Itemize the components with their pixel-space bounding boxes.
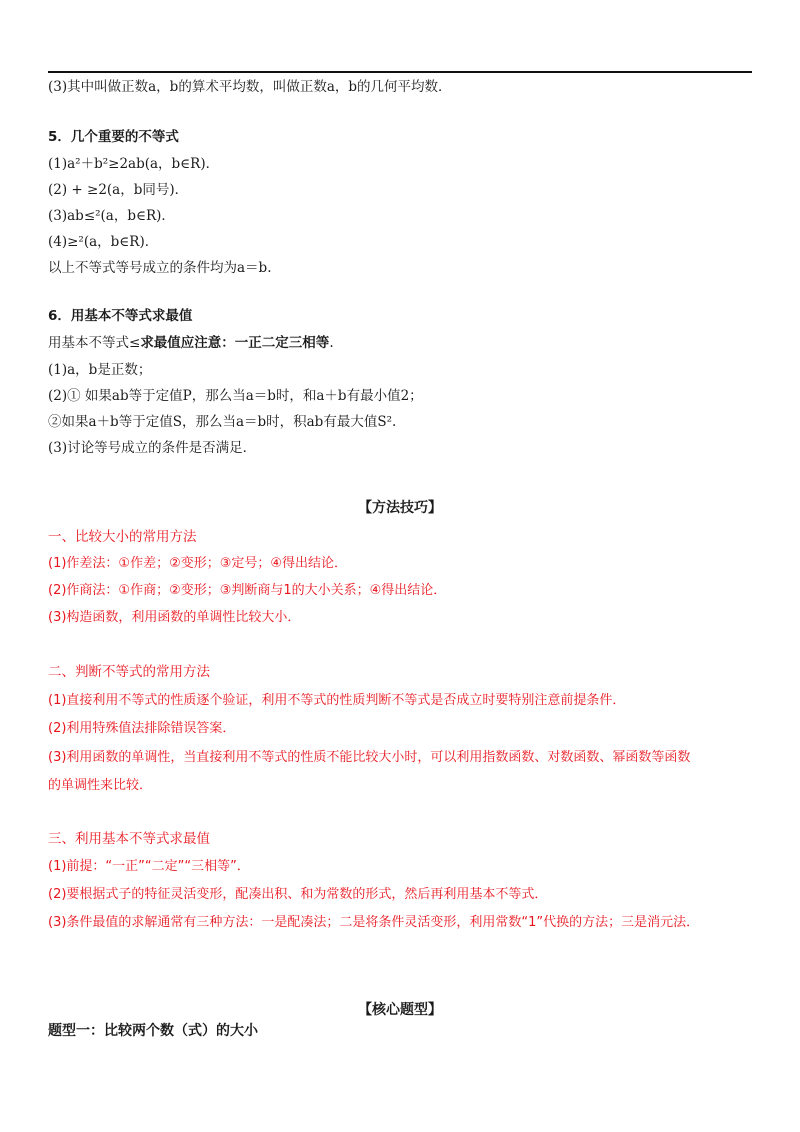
text-line: ②如果a＋b等于定值S，那么当a＝b时，积ab有最大值S². (48, 414, 397, 430)
text-line: (1)a，b是正数； (48, 362, 152, 378)
question-type-title: 题型一：比较两个数（式）的大小 (48, 1023, 258, 1039)
text-line (48, 333, 758, 353)
methods-heading: 【方法技巧】 (358, 500, 442, 516)
section-6-title: 6．用基本不等式求最值 (48, 308, 193, 324)
header-rule (48, 71, 752, 73)
method-line: (3)利用函数的单调性，当直接利用不等式的性质不能比较大小时，可以利用指数函数、对数函数、幂函数等函数 (48, 750, 691, 765)
note-prefix: 用基本不等式≤ (48, 335, 141, 351)
method-line: (2)利用特殊值法排除错误答案． (48, 721, 236, 736)
text-line: 以上不等式等号成立的条件均为a＝b. (48, 260, 272, 276)
core-heading: 【核心题型】 (358, 1002, 442, 1018)
text-line: (2) + ≥2(a，b同号)． (48, 182, 189, 198)
method-line: (1)前提：“一正”“二定”“三相等”． (48, 859, 250, 874)
text-line: (3)其中叫做正数a，b的算术平均数，叫做正数a，b的几何平均数． (48, 79, 452, 95)
method-group-title: 二、判断不等式的常用方法 (48, 664, 210, 680)
method-line: (2)作商法：①作商；②变形；③判断商与1的大小关系；④得出结论． (48, 583, 447, 598)
note-bold: 求最值应注意：一正二定三相等 (140, 335, 330, 351)
text-line: (1)a²＋b²≥2ab(a，b∈R)． (48, 156, 220, 172)
note-suffix: . (329, 335, 334, 351)
method-line: (3)构造函数，利用函数的单调性比较大小． (48, 610, 301, 625)
method-line: (1)直接利用不等式的性质逐个验证，利用不等式的性质判断不等式是否成立时要特别注意前提条件． (48, 693, 626, 708)
method-group-title: 三、利用基本不等式求最值 (48, 831, 210, 847)
text-line: (3)讨论等号成立的条件是否满足． (48, 440, 257, 456)
section-5-title: 5．几个重要的不等式 (48, 129, 179, 145)
text-line: (4)≥²(a，b∈R)． (48, 234, 159, 250)
method-line: (1)作差法：①作差；②变形；③定号；④得出结论． (48, 556, 348, 571)
text-line: (3)ab≤²(a，b∈R)． (48, 208, 175, 224)
method-line: (2)要根据式子的特征灵活变形，配凑出积、和为常数的形式，然后再利用基本不等式． (48, 887, 548, 902)
method-line: 的单调性来比较． (48, 778, 153, 793)
text-line: (2)① 如果ab等于定值P，那么当a＝b时，和a＋b有最小值2； (48, 388, 423, 404)
method-group-title: 一、比较大小的常用方法 (48, 529, 197, 545)
method-line: (3)条件最值的求解通常有三种方法：一是配凑法；二是将条件灵活变形，利用常数“1”代换的方法；三是消元法． (48, 915, 700, 930)
